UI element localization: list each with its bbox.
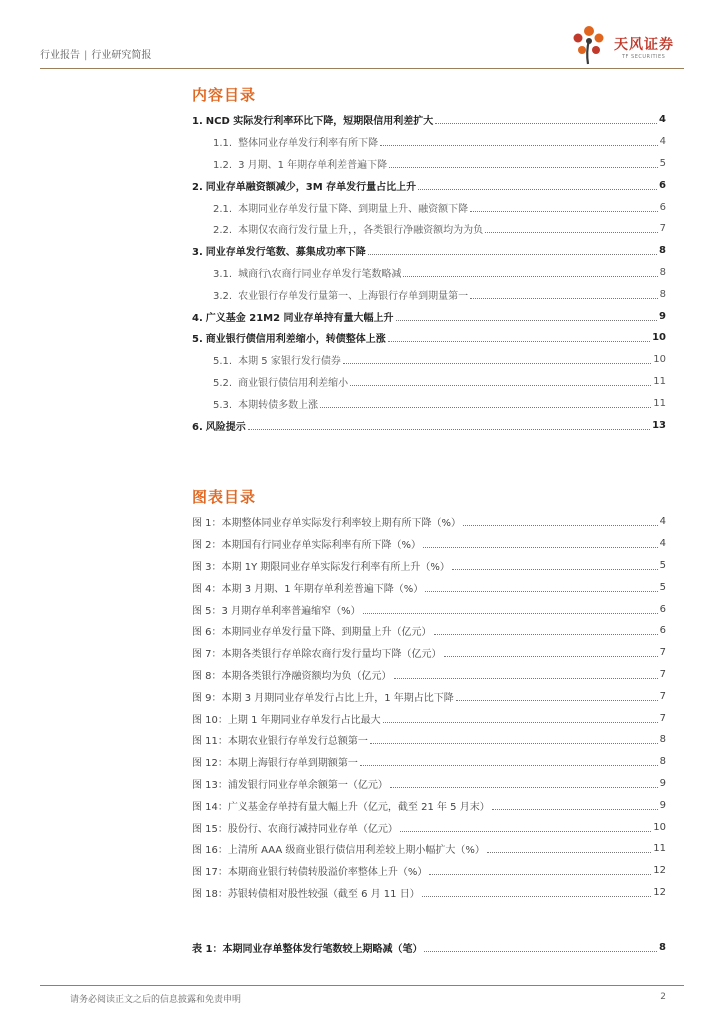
entry-page-number: 11 (653, 397, 666, 409)
entry-page-number: 4 (659, 538, 666, 550)
figure-entry[interactable] (192, 555, 666, 577)
entry-text: 图 5：3 月期存单利率普遍缩窄（%） (192, 605, 361, 617)
dot-leader (492, 809, 658, 810)
entry-text: 图 17：本期商业银行转债转股溢价率整体上升（%） (192, 867, 428, 879)
dot-leader (389, 167, 657, 168)
category-separator: | (84, 50, 88, 61)
figure-entry[interactable] (192, 598, 666, 620)
entry-label (213, 156, 387, 171)
entry-text: 同业存单融资额减少，3M 存单发行量占比上升 (205, 181, 417, 193)
dot-leader (383, 722, 658, 723)
dot-leader (463, 525, 658, 526)
company-logo (564, 22, 684, 66)
entry-text: 农业银行存单发行量第一、上海银行存单到期量第一 (238, 290, 469, 302)
entry-page-number: 4 (659, 136, 666, 148)
entry-label (192, 841, 485, 856)
entry-text: 本期转债多数上涨 (238, 399, 319, 411)
entry-text: 图 9：本期 3 月期同业存单发行占比上升，1 年期占比下降 (192, 692, 454, 704)
entry-text: 图 2：本期国有行同业存单实际利率有所下降（%） (192, 540, 422, 552)
entry-text: 本期同业存单发行量下降、到期量上升、融资额下降 (238, 203, 469, 215)
toc-entry[interactable] (192, 349, 666, 371)
toc-entry[interactable] (192, 283, 666, 305)
entry-text: 图 14：广义基金存单持有量大幅上升（亿元，截至 21 年 5 月末） (192, 801, 490, 813)
toc-entry[interactable] (192, 305, 666, 327)
entry-text: 整体同业存单发行利率有所下降 (238, 138, 379, 150)
entry-text: 商业银行债信用利差缩小 (238, 377, 349, 389)
dot-leader (388, 341, 650, 342)
toc-entry[interactable] (192, 153, 666, 175)
entry-number: 3.1. (213, 268, 233, 280)
entry-page-number: 8 (659, 756, 666, 768)
toc-entry[interactable] (192, 218, 666, 240)
dot-leader (429, 874, 651, 875)
entry-label (192, 178, 416, 193)
dot-leader (248, 429, 650, 430)
entry-label (213, 287, 468, 302)
entry-label (192, 514, 461, 529)
entry-number: 5.1. (213, 356, 233, 368)
figure-entry[interactable] (192, 773, 666, 795)
entry-page-number: 5 (659, 581, 666, 593)
toc-entry[interactable] (192, 131, 666, 153)
entry-text: 商业银行债信用利差缩小，转债整体上涨 (205, 334, 386, 346)
header-divider (40, 68, 684, 69)
entry-page-number: 7 (659, 712, 666, 724)
figure-entry[interactable] (192, 511, 666, 533)
dot-leader (380, 145, 658, 146)
figure-entry[interactable] (192, 729, 666, 751)
toc-entry[interactable] (192, 196, 666, 218)
entry-label (213, 221, 483, 236)
entry-page-number: 9 (659, 799, 666, 811)
toc-entry[interactable] (192, 371, 666, 393)
category-label: 行业报告 (40, 50, 80, 61)
dot-leader (394, 678, 658, 679)
entry-page-number: 4 (659, 516, 666, 528)
entry-label (192, 776, 388, 791)
entry-number: 2. (192, 181, 203, 193)
dot-leader (434, 634, 658, 635)
entry-label (213, 265, 401, 280)
entry-text: 图 12：本期上海银行存单到期额第一 (192, 758, 358, 770)
dot-leader (470, 298, 658, 299)
dot-leader (422, 896, 652, 897)
logo-english-name: TF SECURITIES (622, 54, 666, 60)
figure-entry[interactable] (192, 620, 666, 642)
entry-label (192, 711, 381, 726)
figure-entry[interactable] (192, 794, 666, 816)
toc-entry[interactable] (192, 240, 666, 262)
dot-leader (425, 591, 657, 592)
entry-number: 2.2. (213, 225, 233, 237)
dot-leader (424, 951, 657, 952)
entry-page-number: 12 (653, 886, 666, 898)
entry-text: 图 15：股份行、农商行减持同业存单（亿元） (192, 823, 398, 835)
entry-page-number: 6 (659, 201, 666, 213)
dot-leader (470, 211, 658, 212)
subcategory-label: 行业研究简报 (91, 50, 152, 61)
toc-entry[interactable] (192, 414, 666, 436)
entry-label (192, 309, 394, 324)
dot-leader (390, 787, 658, 788)
figures-title: 图表目录 (192, 488, 257, 506)
entry-text: 同业存单发行笔数、募集成功率下降 (205, 247, 366, 259)
report-category (40, 46, 151, 61)
entry-text: 图 11：本期农业银行存单发行总额第一 (192, 736, 368, 748)
disclaimer-note: 请务必阅读正文之后的信息披露和免责申明 (70, 995, 242, 1005)
figure-entry[interactable] (192, 751, 666, 773)
entry-text: 图 1：本期整体同业存单实际发行利率较上期有所下降（%） (192, 518, 462, 530)
figure-entry[interactable] (192, 533, 666, 555)
figure-entry[interactable] (192, 838, 666, 860)
dot-leader (363, 613, 658, 614)
entry-text: 图 3：本期 1Y 期限同业存单实际发行利率有所上升（%） (192, 561, 450, 573)
entry-page-number: 8 (659, 942, 666, 954)
entry-label (192, 558, 450, 573)
figure-entry[interactable] (192, 685, 666, 707)
entry-page-number: 12 (653, 865, 666, 877)
entry-label (192, 885, 420, 900)
entry-label (213, 374, 348, 389)
entry-page-number: 5 (659, 559, 666, 571)
dot-leader (485, 232, 658, 233)
entry-text: 风险提示 (205, 421, 246, 433)
table-entry[interactable] (192, 937, 666, 959)
dot-leader (487, 852, 651, 853)
logo-chinese-name: 天风证券 (614, 37, 674, 53)
entry-page-number: 7 (659, 690, 666, 702)
entry-number: 5.2. (213, 377, 233, 389)
toc-entry[interactable] (192, 327, 666, 349)
entry-text: 图 6：本期同业存单发行量下降、到期量上升（亿元） (192, 627, 432, 639)
dot-leader (360, 765, 658, 766)
entry-text: 城商行\农商行同业存单发行笔数略减 (238, 268, 402, 280)
entry-text: 图 18：苏银转债相对股性较强（截至 6 月 11 日） (192, 888, 420, 900)
entry-number: 1.1. (213, 138, 233, 150)
entry-page-number: 10 (653, 354, 666, 366)
entry-number: 5.3. (213, 399, 233, 411)
footer-divider (40, 985, 684, 986)
figure-entry[interactable] (192, 576, 666, 598)
toc-entry[interactable] (192, 174, 666, 196)
entry-text: 图 16：上清所 AAA 级商业银行债信用利差较上期小幅扩大（%） (192, 845, 485, 857)
entry-page-number: 7 (659, 668, 666, 680)
entry-text: NCD 实际发行利率环比下降，短期限信用利差扩大 (205, 116, 434, 128)
entry-label (213, 352, 341, 367)
entry-number: 1. (192, 116, 203, 128)
figure-entry[interactable] (192, 707, 666, 729)
dot-leader (343, 363, 651, 364)
entry-page-number: 6 (659, 603, 666, 615)
page-number: 2 (660, 992, 666, 1002)
entry-text: 3 月期、1 年期存单利差普遍下降 (238, 159, 388, 171)
entry-label (192, 689, 454, 704)
entry-text: 本期仅农商行发行量上升，，各类银行净融资额均为为负 (238, 225, 484, 237)
entry-page-number: 8 (659, 734, 666, 746)
entry-label (192, 820, 398, 835)
entry-page-number: 8 (659, 288, 666, 300)
entry-page-number: 9 (659, 777, 666, 789)
entry-page-number: 11 (653, 843, 666, 855)
entry-label (192, 418, 246, 433)
dot-leader (350, 385, 651, 386)
dot-leader (444, 656, 658, 657)
entry-text: 本期 5 家银行发行债券 (238, 356, 341, 368)
entry-page-number: 10 (653, 821, 666, 833)
entry-label (192, 330, 386, 345)
entry-page-number: 13 (652, 419, 666, 431)
figure-entry[interactable] (192, 882, 666, 904)
entry-label (192, 580, 423, 595)
dot-leader (320, 407, 651, 408)
entry-text: 广义基金 21M2 同业存单持有量大幅上升 (205, 312, 394, 324)
entry-number: 2.1. (213, 203, 233, 215)
entry-page-number: 8 (659, 266, 666, 278)
contents-title: 内容目录 (192, 86, 257, 104)
dot-leader (396, 320, 657, 321)
dot-leader (423, 547, 658, 548)
entry-text: 图 10：上期 1 年期同业存单发行占比最大 (192, 714, 381, 726)
entry-label (192, 623, 432, 638)
entry-label (192, 602, 361, 617)
entry-label (192, 112, 433, 127)
entry-number: 1.2. (213, 159, 233, 171)
entry-number: 6. (192, 421, 203, 433)
entry-page-number: 9 (659, 310, 666, 322)
entry-page-number: 5 (659, 157, 666, 169)
figure-entry[interactable] (192, 816, 666, 838)
dot-leader (452, 569, 658, 570)
dot-leader (370, 743, 658, 744)
entry-page-number: 7 (659, 647, 666, 659)
flower-logo-icon (564, 22, 614, 66)
entry-page-number: 6 (659, 625, 666, 637)
figure-entry[interactable] (192, 664, 666, 686)
entry-label (192, 645, 442, 660)
page-header (40, 38, 684, 68)
entry-label (192, 863, 427, 878)
entry-number: 5. (192, 334, 203, 346)
entry-text: 表 1：本期同业存单整体发行笔数较上期略减（笔） (192, 944, 423, 956)
entry-page-number: 11 (653, 375, 666, 387)
entry-page-number: 4 (659, 114, 666, 126)
entry-label (192, 667, 392, 682)
entry-label (192, 732, 368, 747)
table-list (192, 937, 666, 959)
figure-list (192, 511, 666, 903)
dot-leader (400, 831, 651, 832)
entry-page-number: 8 (659, 245, 666, 257)
entry-page-number: 7 (659, 223, 666, 235)
dot-leader (456, 700, 658, 701)
entry-label (213, 200, 468, 215)
figure-entry[interactable] (192, 860, 666, 882)
entry-label (213, 396, 318, 411)
entry-text: 图 8：本期各类银行净融资额均为负（亿元） (192, 670, 392, 682)
entry-number: 3.2. (213, 290, 233, 302)
entry-label (192, 798, 490, 813)
entry-page-number: 10 (652, 332, 666, 344)
figure-entry[interactable] (192, 642, 666, 664)
entry-label (213, 134, 378, 149)
entry-label (192, 536, 421, 551)
table-of-contents (192, 109, 666, 436)
dot-leader (368, 254, 657, 255)
entry-text: 图 13：浦发银行同业存单余额第一（亿元） (192, 779, 388, 791)
entry-page-number: 6 (659, 179, 666, 191)
entry-label (192, 754, 358, 769)
dot-leader (418, 189, 657, 190)
entry-label (192, 940, 422, 955)
toc-entry[interactable] (192, 392, 666, 414)
entry-number: 4. (192, 312, 203, 324)
entry-number: 3. (192, 247, 203, 259)
entry-label (192, 243, 366, 258)
dot-leader (403, 276, 657, 277)
entry-text: 图 4：本期 3 月期、1 年期存单利差普遍下降（%） (192, 583, 424, 595)
entry-text: 图 7：本期各类银行存单除农商行发行量均下降（亿元） (192, 649, 442, 661)
toc-entry[interactable] (192, 109, 666, 131)
toc-entry[interactable] (192, 262, 666, 284)
dot-leader (435, 123, 657, 124)
